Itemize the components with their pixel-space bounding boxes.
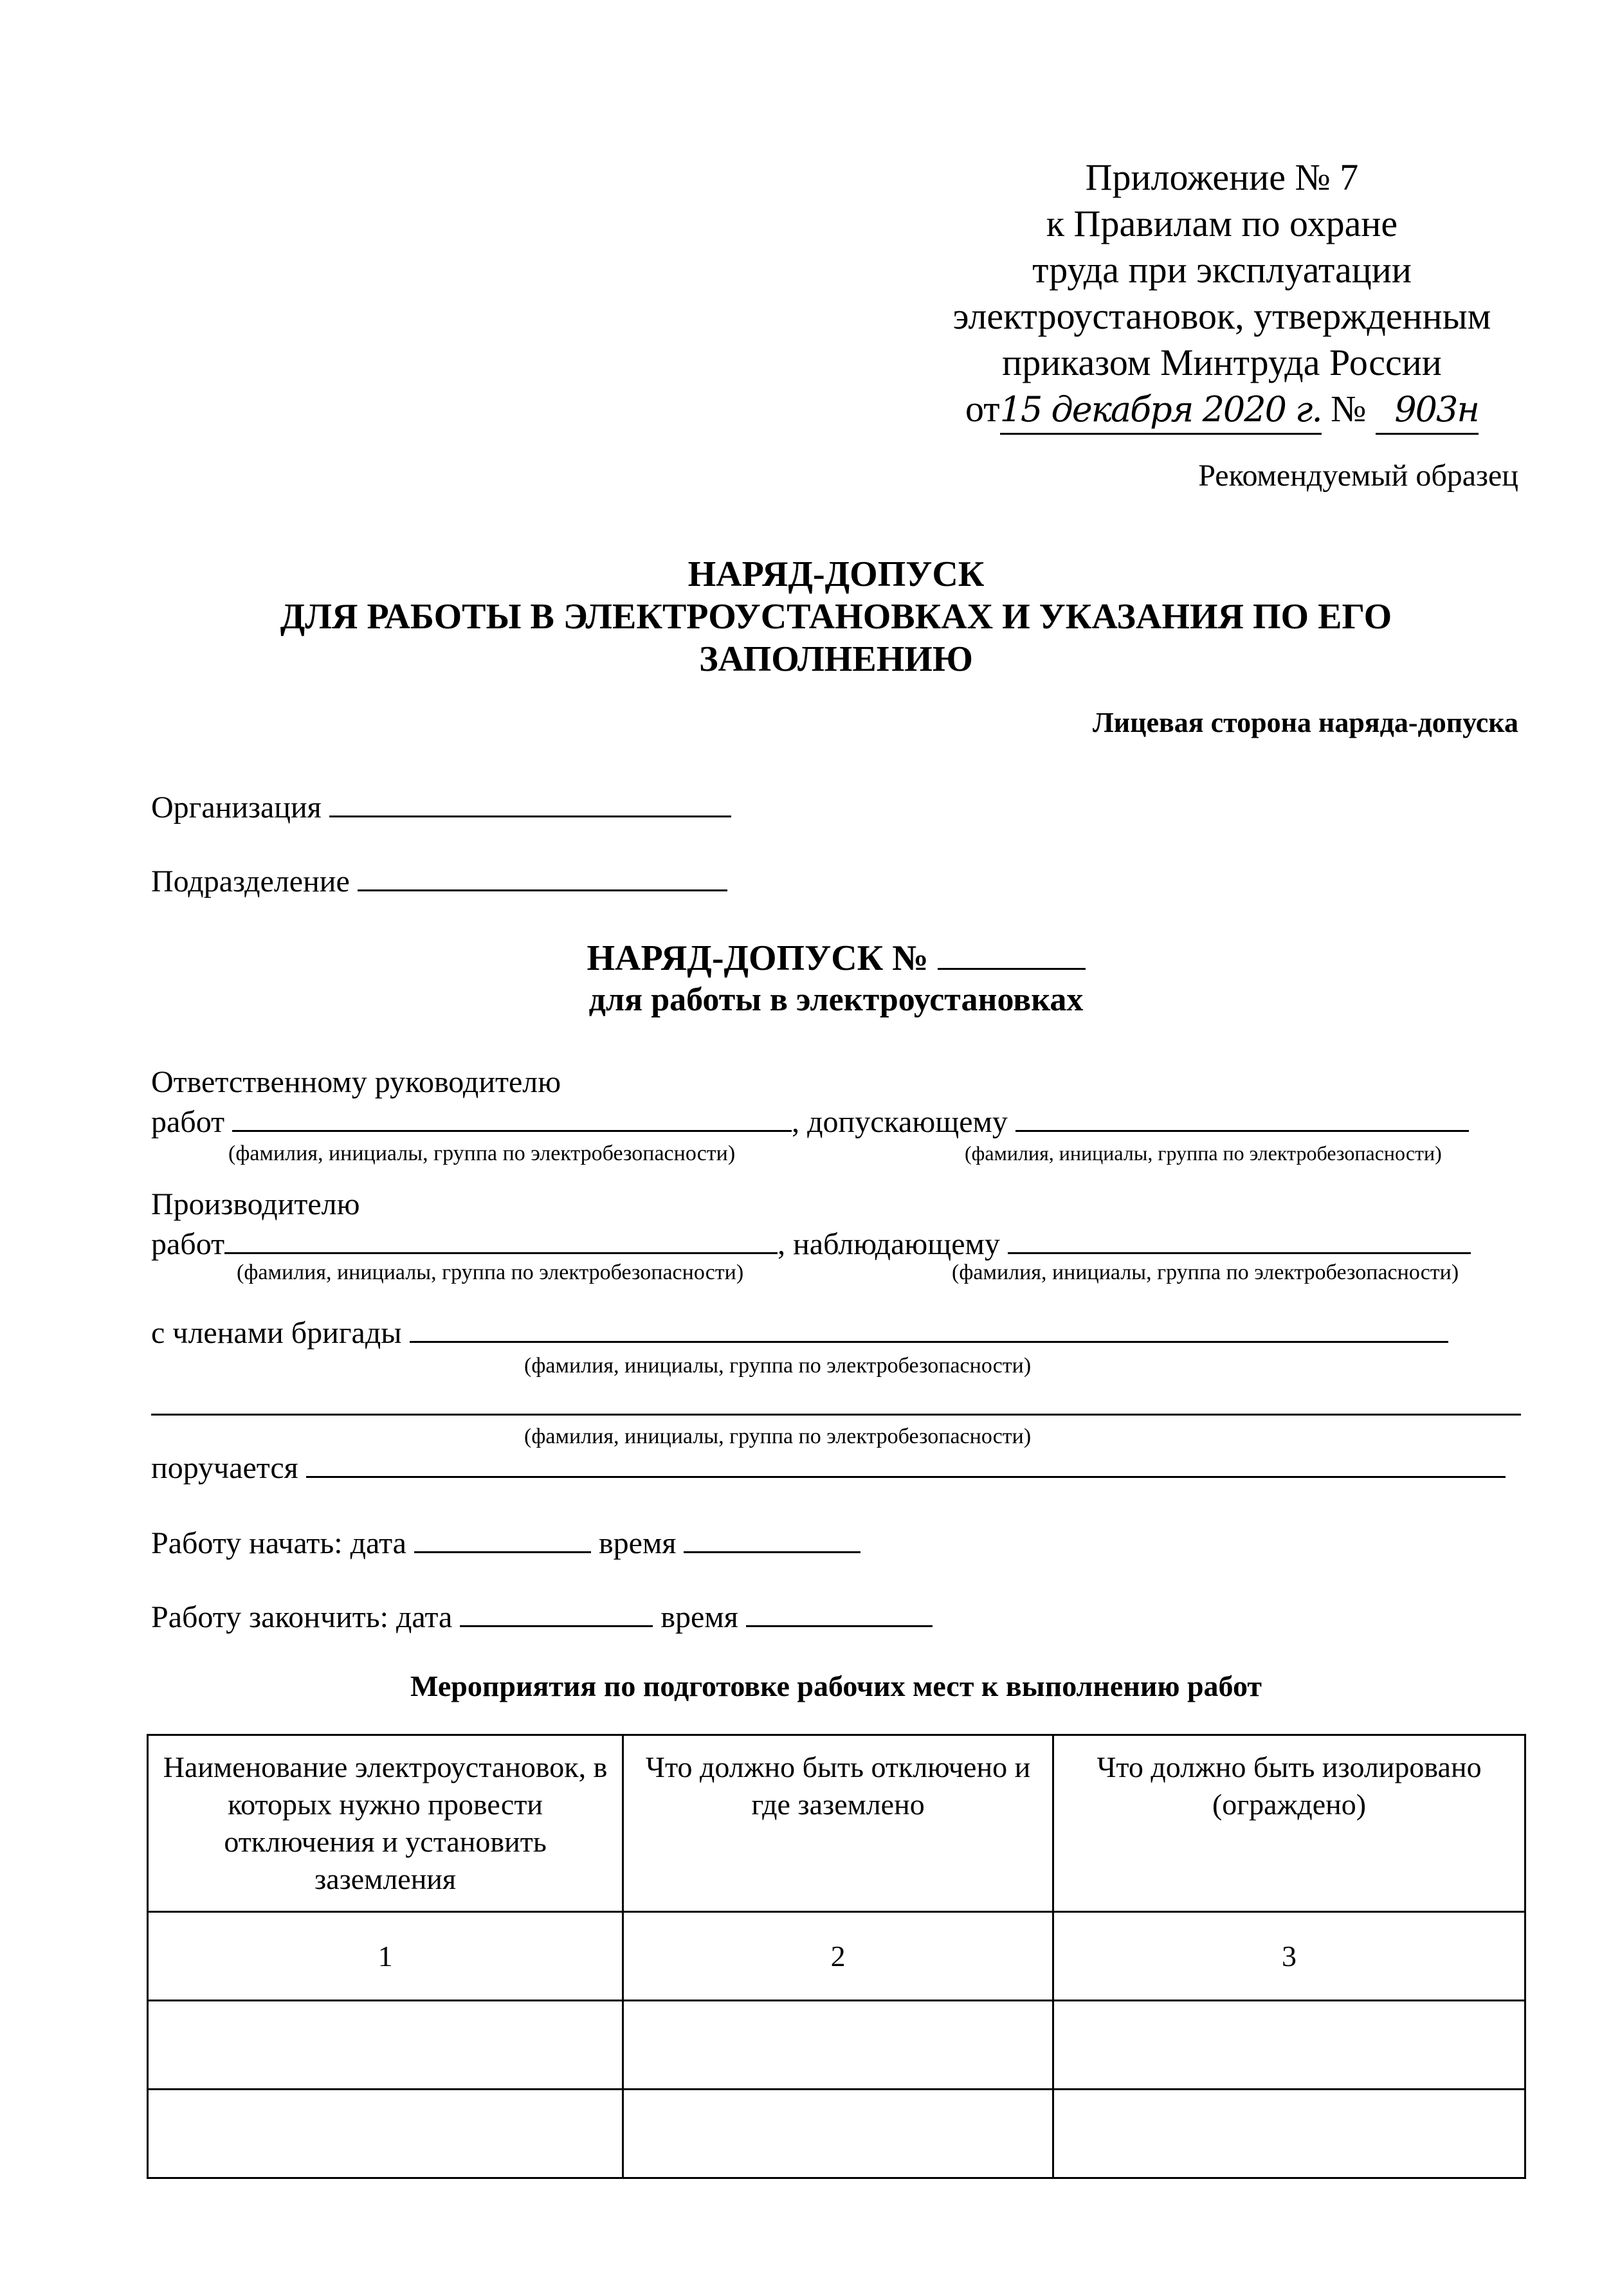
number-sign: № [1331, 388, 1367, 430]
observer-field[interactable] [1008, 1226, 1471, 1254]
organization-field[interactable] [329, 790, 731, 817]
approval-block [900, 154, 1543, 435]
producer-label-line1: Производителю [151, 1187, 360, 1221]
approval-line: к Правилам по охране [1046, 203, 1398, 244]
admitting-field[interactable] [1015, 1104, 1469, 1132]
table-row [148, 2001, 1525, 2090]
column-number: 3 [1053, 1912, 1525, 2001]
table-cell[interactable] [623, 2001, 1053, 2090]
responsible-manager-field[interactable] [232, 1104, 792, 1132]
responsible-label-line1: Ответственному руководителю [151, 1065, 561, 1099]
title-line-3: ЗАПОЛНЕНИЮ [699, 639, 973, 679]
header-disconnected-grounded: Что должно быть отключено и где заземлено [623, 1735, 1053, 1912]
admitting-hint: (фамилия, инициалы, группа по электробезопасности) [965, 1142, 1442, 1165]
approval-date-line [900, 386, 1543, 435]
header-isolated: Что должно быть изолировано (ограждено) [1053, 1735, 1525, 1912]
start-time-field[interactable] [684, 1526, 860, 1553]
permit-number-label: НАРЯД-ДОПУСК № [587, 938, 929, 978]
observer-hint: (фамилия, инициалы, группа по электробезопасности) [952, 1261, 1459, 1284]
finish-time-field[interactable] [746, 1599, 933, 1627]
table-header-row [148, 1735, 1525, 1912]
table-cell[interactable] [148, 2001, 623, 2090]
brigade-field-2[interactable] [151, 1388, 1521, 1416]
document-title [129, 553, 1543, 680]
subdivision-row [151, 864, 727, 899]
responsible-label-line2: работ [151, 1105, 225, 1139]
producer-row [151, 1226, 1471, 1262]
handwritten-date: 15 декабря 2020 г. [1000, 387, 1322, 435]
face-side-label: Лицевая сторона наряда-допуска [1093, 707, 1518, 738]
brigade-field-1[interactable] [410, 1315, 1448, 1343]
responsible-row [151, 1104, 1469, 1140]
finish-label: Работу закончить: дата [151, 1600, 453, 1634]
measures-title: Мероприятия по подготовке рабочих мест к выполнению работ [410, 1670, 1262, 1702]
approval-line: Приложение № 7 [1085, 156, 1359, 198]
date-prefix: от [965, 388, 1000, 430]
start-time-label: время [598, 1526, 677, 1560]
approval-line: электроустановок, утвержденным [952, 295, 1491, 337]
column-number: 2 [623, 1912, 1053, 2001]
brigade-hint-1: (фамилия, инициалы, группа по электробезопасности) [524, 1354, 1032, 1378]
permit-number-row [129, 938, 1543, 979]
brigade-row [151, 1315, 1448, 1351]
table-cell[interactable] [148, 2090, 623, 2178]
start-date-field[interactable] [414, 1526, 591, 1553]
observer-label: , наблюдающему [778, 1227, 1000, 1261]
producer-label-line2: работ [151, 1227, 225, 1261]
organization-label: Организация [151, 790, 322, 825]
brigade-label: с членами бригады [151, 1316, 402, 1350]
header-installations: Наименование электроустановок, в которых нужно провести отключения и установить заземления [148, 1735, 623, 1912]
table-row [148, 2090, 1525, 2178]
recommended-sample-label: Рекомендуемый образец [1198, 459, 1518, 493]
start-row [151, 1526, 860, 1561]
assigned-row [151, 1450, 1506, 1486]
subdivision-field[interactable] [358, 864, 727, 891]
measures-table [147, 1734, 1526, 2179]
start-label: Работу начать: дата [151, 1526, 406, 1560]
table-cell[interactable] [1053, 2001, 1525, 2090]
assigned-field[interactable] [306, 1450, 1506, 1478]
column-number-row [148, 1912, 1525, 2001]
brigade-hint-2: (фамилия, инициалы, группа по электробезопасности) [524, 1425, 1032, 1448]
title-line-1: НАРЯД-ДОПУСК [687, 554, 985, 594]
assigned-label: поручается [151, 1451, 298, 1485]
column-number: 1 [148, 1912, 623, 2001]
organization-row [151, 790, 731, 825]
admitting-label: , допускающему [792, 1105, 1008, 1139]
approval-line: труда при эксплуатации [1032, 249, 1412, 291]
responsible-hint: (фамилия, инициалы, группа по электробезопасности) [228, 1142, 736, 1165]
finish-row [151, 1599, 933, 1635]
permit-subtitle: для работы в электроустановках [588, 981, 1084, 1018]
table-cell[interactable] [623, 2090, 1053, 2178]
title-line-2: ДЛЯ РАБОТЫ В ЭЛЕКТРОУСТАНОВКАХ И УКАЗАНИЯ ПО ЕГО [280, 597, 1392, 637]
approval-line: приказом Минтруда России [1002, 342, 1442, 383]
producer-field[interactable] [224, 1226, 778, 1254]
table-cell[interactable] [1053, 2090, 1525, 2178]
permit-number-field[interactable] [938, 942, 1086, 970]
finish-time-label: время [660, 1600, 738, 1634]
handwritten-order-number: 903н [1376, 387, 1479, 435]
finish-date-field[interactable] [460, 1599, 653, 1627]
producer-hint: (фамилия, инициалы, группа по электробезопасности) [237, 1261, 744, 1284]
subdivision-label: Подразделение [151, 864, 350, 898]
